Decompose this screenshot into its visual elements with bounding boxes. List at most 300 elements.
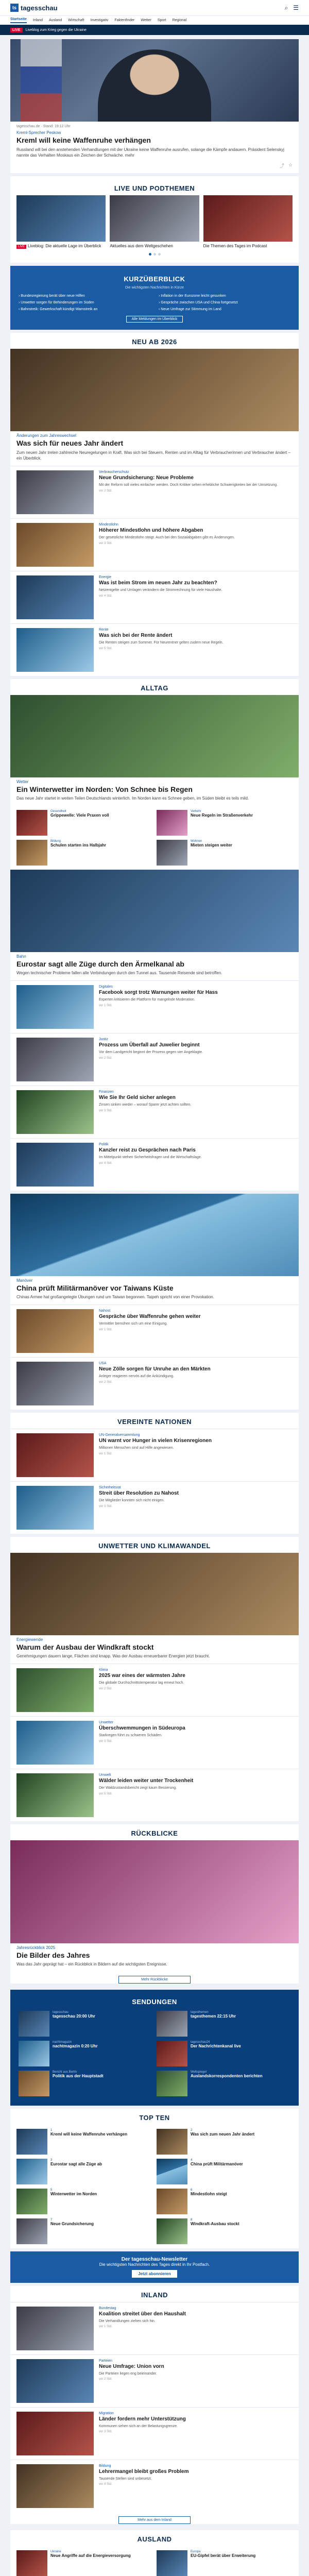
headline: Der Nachrichtenkanal live xyxy=(191,2043,241,2048)
rank: 3 xyxy=(50,2158,53,2162)
hero-image xyxy=(10,39,299,122)
timestamp: vor 2 Std. xyxy=(99,1380,112,1384)
timestamp: vor 1 Std. xyxy=(99,1452,112,1455)
lead-teaser: Chinas Armee hat großangelegte Übungen rund um Taiwan begonnen. Taipeh spricht von einer Provokation. xyxy=(16,1295,214,1300)
menu-icon[interactable]: ☰ xyxy=(293,4,299,11)
rank: 1 xyxy=(50,2128,53,2132)
headline: Grippewelle: Viele Praxen voll xyxy=(50,812,109,818)
grid-item[interactable] xyxy=(157,810,293,836)
carousel-dots[interactable] xyxy=(16,251,293,257)
flag-graphic xyxy=(21,39,62,122)
lead-teaser: Genehmigungen dauern lange, Flächen sind knapp. Was der Ausbau erneuerbarer Energien jetzt braucht. xyxy=(16,1654,210,1659)
thumbnail xyxy=(157,2189,187,2214)
kurz-list xyxy=(19,294,290,312)
teaser-grid xyxy=(19,2009,290,2098)
headline: Koalition streitet über den Haushalt xyxy=(99,2311,186,2317)
list-item[interactable] xyxy=(10,2407,299,2460)
banner-title: Der tagesschau-Newsletter xyxy=(121,2256,188,2262)
thumbnail xyxy=(16,2359,94,2403)
thumbnail xyxy=(16,470,94,514)
headline: Kanzler reist zu Gesprächen nach Paris xyxy=(99,1147,196,1153)
rank: 4 xyxy=(191,2158,193,2162)
lead-headline[interactable]: Ein Winterwetter im Norden: Von Schnee bis Regen xyxy=(16,785,193,793)
thumbnail xyxy=(16,2189,47,2214)
teaser-grid xyxy=(10,806,299,870)
thumbnail xyxy=(19,2041,49,2066)
teaser: Die Renten steigen zum Sommer. Für Neurentner gelten zudem neue Regeln. xyxy=(99,641,224,645)
thumbnail xyxy=(16,1668,94,1712)
teaser: Anleger reagieren nervös auf die Ankündigung. xyxy=(99,1375,174,1379)
live-caption: Die Themen des Tages im Podcast xyxy=(203,244,267,249)
thumbnail xyxy=(157,2129,187,2155)
lead-topline: Bahn xyxy=(16,954,26,959)
climate-section xyxy=(10,1537,299,1821)
teaser: Vor dem Landgericht beginnt der Prozess gegen vier Angeklagte. xyxy=(99,1050,203,1055)
headline: Neue Angriffe auf die Energieversorgung xyxy=(50,2553,131,2558)
topline: Nahost xyxy=(99,1309,111,1313)
headline: Politik aus der Hauptstadt xyxy=(53,2073,104,2078)
thumbnail xyxy=(16,628,94,672)
teaser-grid xyxy=(10,2125,299,2248)
headline: Windkraft-Ausbau stockt xyxy=(191,2221,239,2226)
section-title: UNWETTER UND KLIMAWANDEL xyxy=(98,1541,211,1550)
rank: 6 xyxy=(191,2188,193,2192)
section-title: AUSLAND xyxy=(137,2535,172,2543)
teaser: Vermittler bemühen sich um eine Einigung. xyxy=(99,1322,168,1326)
topline: Parteien xyxy=(99,2359,113,2363)
timestamp: vor 3 Std. xyxy=(99,1109,112,1112)
live-badge: LIVE xyxy=(10,28,23,32)
lead-teaser: Was das Jahr geprägt hat – ein Rückblick in Bildern auf die wichtigsten Ereignisse. xyxy=(16,1962,167,1967)
headline: EU-Gipfel berät über Erweiterung xyxy=(191,2553,256,2558)
headline: Kreml will keine Waffenruhe verhängen xyxy=(50,2131,128,2137)
thumbnail xyxy=(16,1773,94,1817)
live-section xyxy=(10,176,299,263)
topline: Politik xyxy=(99,1142,109,1146)
thumbnail xyxy=(16,575,94,619)
headline: Neue Grundsicherung xyxy=(50,2221,94,2226)
timestamp: vor 5 Std. xyxy=(99,1792,112,1795)
thumbnail xyxy=(16,810,47,836)
teaser: Netzentgelte und Umlagen verändern die Stromrechnung für viele Haushalte. xyxy=(99,588,222,592)
kurz-item[interactable]: › Bundesregierung berät über neue Hilfen xyxy=(19,294,150,298)
thumbnail xyxy=(157,2071,187,2096)
thumbnail xyxy=(16,2307,94,2350)
list-item[interactable] xyxy=(10,1304,299,1357)
grid-item[interactable] xyxy=(16,2218,152,2244)
more-button[interactable]: Mehr Rückblicke xyxy=(118,1976,191,1984)
logo[interactable] xyxy=(10,4,58,12)
section-title: RÜCKBLICKE xyxy=(131,1829,178,1837)
list-item[interactable] xyxy=(10,1033,299,1086)
teaser: Kommunen sehen sich an der Belastungsgrenze. xyxy=(99,2425,178,2429)
topline: Justiz xyxy=(99,1037,108,1041)
thumbnail xyxy=(16,1143,94,1187)
hero-meta: tagesschau.de · Stand: 19:12 Uhr xyxy=(16,125,71,128)
list-item[interactable] xyxy=(10,1481,299,1534)
headline: tagesthemen 22:15 Uhr xyxy=(191,2013,236,2019)
topline: nachtmagazin xyxy=(53,2040,72,2044)
headline: Schulen starten ins Halbjahr xyxy=(50,842,107,848)
lead-teaser: Das neue Jahr startet in weiten Teilen Deutschlands winterlich. Im Norden kann es Schnee geben, im Süden bleibt es teils mild. xyxy=(16,796,249,801)
lead-headline[interactable]: Was sich für neues Jahr ändert xyxy=(16,439,124,448)
grid-item[interactable] xyxy=(16,840,152,866)
list-item[interactable] xyxy=(10,2302,299,2354)
lead-image xyxy=(10,1840,299,1943)
section-title: NEU AB 2026 xyxy=(132,338,177,346)
grid-item[interactable] xyxy=(19,2011,152,2037)
topline: Wohnen xyxy=(191,839,202,843)
lead-headline[interactable]: Eurostar sagt alle Züge durch den Ärmelkanal ab xyxy=(16,959,184,968)
thumbnail xyxy=(16,985,94,1029)
news-ticker[interactable] xyxy=(0,25,309,35)
lead-topline: Energiewende xyxy=(16,1637,43,1642)
headline: Eurostar sagt alle Züge ab xyxy=(50,2161,102,2166)
grid-item[interactable] xyxy=(16,2550,152,2576)
headline: Streit über Resolution zu Nahost xyxy=(99,1490,179,1496)
teaser: Die Mitglieder konnten sich nicht einigen. xyxy=(99,1499,165,1503)
live-row xyxy=(16,195,293,251)
timestamp: vor 1 Std. xyxy=(99,1328,112,1331)
kurzueberblick-section xyxy=(10,266,299,330)
headline: Prozess um Überfall auf Juwelier beginnt xyxy=(99,1042,200,1048)
grid-item[interactable] xyxy=(157,2129,293,2155)
list-item[interactable] xyxy=(10,1357,299,1410)
timestamp: vor 2 Std. xyxy=(99,1687,112,1690)
timestamp: vor 4 Std. xyxy=(99,2483,112,2486)
topline: Bildung xyxy=(50,839,61,843)
grid-item[interactable] xyxy=(157,2218,293,2244)
topline: Sicherheitsrat xyxy=(99,1485,121,1489)
thumbnail xyxy=(19,2011,49,2037)
topline: Bericht aus Berlin xyxy=(53,2070,77,2074)
nav-item[interactable]: Ausland xyxy=(48,19,62,22)
ausland-section xyxy=(10,2530,299,2576)
section-title: ALLTAG xyxy=(141,684,168,692)
thumbnail xyxy=(157,2011,187,2037)
headline: Was ist beim Strom im neuen Jahr zu beachten? xyxy=(99,580,217,586)
lead-image xyxy=(10,695,299,777)
teaser: Mit der Reform soll vieles einfacher werden. Doch Kritiker sehen erhebliche Schwierigkeiten bei der Umsetzung. xyxy=(99,483,278,487)
lead-topline: Jahresrückblick 2025 xyxy=(16,1945,56,1950)
nav-item[interactable]: Sport xyxy=(157,19,166,22)
thumbnail xyxy=(16,2464,94,2508)
topline: Bundestag xyxy=(99,2306,116,2310)
nav-item[interactable]: Wirtschaft xyxy=(68,19,84,22)
kurz-item[interactable]: › Inflation in der Eurozone leicht gesunken xyxy=(159,294,290,298)
headline: Mieten steigen weiter xyxy=(191,842,232,848)
thumbnail xyxy=(16,1038,94,1081)
nav-item[interactable]: Inland xyxy=(32,19,43,22)
topline: tagesschau xyxy=(53,2010,68,2014)
newsletter-banner xyxy=(10,2251,299,2283)
grid-item[interactable] xyxy=(16,2129,152,2155)
topline: Weltspiegel xyxy=(191,2070,207,2074)
lead-image xyxy=(10,870,299,952)
rank: 8 xyxy=(191,2218,193,2222)
hero-article[interactable] xyxy=(10,39,299,173)
thumbnail xyxy=(19,2071,49,2096)
headline: Neue Regeln im Straßenverkehr xyxy=(191,812,253,818)
grid-item[interactable] xyxy=(16,2189,152,2214)
grid-item[interactable] xyxy=(157,2189,293,2214)
teaser: Experten kritisieren die Plattform für mangelnde Moderation. xyxy=(99,998,195,1002)
lead-teaser: Wegen technischer Probleme fallen alle Verbindungen durch den Tunnel aus. Tausende Reisende sind betroffen. xyxy=(16,971,222,976)
teaser: Die Parteien liegen eng beieinander. xyxy=(99,2372,157,2376)
thumbnail xyxy=(16,840,47,866)
grid-item[interactable] xyxy=(157,2550,293,2576)
headline: nachtmagazin 0:20 Uhr xyxy=(53,2043,98,2048)
list-item[interactable] xyxy=(10,623,299,676)
teaser: Die globale Durchschnittstemperatur lag erneut hoch. xyxy=(99,1681,184,1685)
more-button[interactable]: Mehr aus dem Inland xyxy=(118,2516,191,2524)
person-graphic xyxy=(98,49,211,122)
headline: Mindestlohn steigt xyxy=(191,2191,227,2196)
headline: Höherer Mindestlohn und höhere Abgaben xyxy=(99,527,203,533)
header-icons xyxy=(285,4,299,12)
grid-item[interactable] xyxy=(157,840,293,866)
section-title: VEREINTE NATIONEN xyxy=(117,1417,192,1426)
thumbnail xyxy=(16,2412,94,2455)
topline: Finanzen xyxy=(99,1090,114,1094)
teaser: Tausende Stellen sind unbesetzt. xyxy=(99,2477,152,2481)
lead-image xyxy=(10,1194,299,1276)
topline: Verkehr xyxy=(191,809,201,813)
lead-headline[interactable]: Die Bilder des Jahres xyxy=(16,1951,90,1959)
section-title: KURZÜBERBLICK xyxy=(124,275,185,283)
list-item[interactable] xyxy=(10,571,299,623)
rank: 5 xyxy=(50,2188,53,2192)
thumbnail xyxy=(16,1309,94,1353)
lead-topline: Änderungen zum Jahreswechsel xyxy=(16,433,77,438)
headline: Wie Sie Ihr Geld sicher anlegen xyxy=(99,1094,176,1100)
nav-item[interactable]: Regional xyxy=(172,19,187,22)
headline: Gespräche über Waffenruhe gehen weiter xyxy=(99,1313,201,1319)
list-item[interactable] xyxy=(10,1769,299,1821)
thumbnail xyxy=(16,2218,47,2244)
topline: Bildung xyxy=(99,2464,111,2468)
lead-image xyxy=(10,1553,299,1635)
topline: USA xyxy=(99,1361,107,1365)
lead-topline: Wetter xyxy=(16,779,29,784)
teaser: Starkregen führt zu schweren Schäden. xyxy=(99,1734,162,1738)
teaser: Der gesetzliche Mindestlohn steigt. Auch bei den Sozialabgaben gibt es Änderungen. xyxy=(99,536,235,540)
main-nav xyxy=(0,15,309,25)
section-title: SENDUNGEN xyxy=(132,1997,177,2006)
main-content xyxy=(10,35,299,2576)
thumbnail xyxy=(157,2159,187,2184)
teaser: Zinsen sinken wieder – worauf Sparer jetzt achten sollten. xyxy=(99,1103,192,1107)
inland-section xyxy=(10,2286,299,2524)
share-icon[interactable]: ⤴ xyxy=(279,163,284,169)
live-tag: LIVE xyxy=(16,245,26,249)
thumbnail xyxy=(16,1090,94,1134)
thumbnail xyxy=(157,2218,187,2244)
list-item[interactable] xyxy=(10,1086,299,1138)
headline: Auslandskorrespondenten berichten xyxy=(191,2073,263,2078)
grid-item[interactable] xyxy=(19,2071,152,2096)
thumbnail xyxy=(16,1721,94,1765)
timestamp: vor 4 Std. xyxy=(99,594,112,598)
list-item[interactable] xyxy=(10,1429,299,1481)
live-caption: Aktuelles aus dem Weltgeschehen xyxy=(110,244,173,249)
headline: Länder fordern mehr Unterstützung xyxy=(99,2416,186,2422)
headline: Winterwetter im Norden xyxy=(50,2191,97,2196)
teaser-grid xyxy=(10,2546,299,2576)
nav-item[interactable]: Startseite xyxy=(10,18,27,23)
hero-teaser: Russland will bei den anstehenden Verhandlungen mit der Ukraine keine Waffenruhe ausrufen, solange die Kämpfe andauern. Präsident Selenskyj nannte das Verhalten Moskaus ein Zeichen der Schwäche. mehr xyxy=(16,147,284,158)
topline: tagesschau24 xyxy=(191,2040,210,2044)
site-header xyxy=(0,0,309,15)
thumbnail xyxy=(16,2550,47,2576)
topline: Klima xyxy=(99,1668,108,1672)
live-thumbnail xyxy=(110,195,199,242)
grid-item[interactable] xyxy=(157,2041,290,2066)
grid-item[interactable] xyxy=(157,2011,290,2037)
timestamp: vor 2 Std. xyxy=(99,2378,112,2381)
headline: China prüft Militärmanöver xyxy=(191,2161,243,2166)
list-item[interactable] xyxy=(10,466,299,518)
timestamp: vor 5 Std. xyxy=(99,647,112,650)
list-item[interactable] xyxy=(10,1716,299,1769)
teaser: Der Waldzustandsbericht zeigt kaum Besserung. xyxy=(99,1786,177,1790)
hero-topline: Kreml-Sprecher Peskow xyxy=(16,130,61,135)
kurz-item[interactable]: › Neue Umfrage zur Stimmung im Land xyxy=(159,307,290,312)
alltag-section xyxy=(10,679,299,1191)
world-section xyxy=(10,1194,299,1410)
section-title: INLAND xyxy=(141,2291,168,2299)
nav-item[interactable]: Wetter xyxy=(141,19,151,22)
headline: Überschwemmungen in Südeuropa xyxy=(99,1725,185,1731)
topline: tagesthemen xyxy=(191,2010,209,2014)
headline: Was sich zum neuen Jahr ändert xyxy=(191,2131,255,2137)
headline: Neue Zölle sorgen für Unruhe an den Märkten xyxy=(99,1366,211,1372)
thumbnail xyxy=(157,810,187,836)
more-button[interactable]: Alle Meldungen im Überblick xyxy=(126,316,183,323)
topline: Europa xyxy=(191,2550,201,2553)
rueckblicke-section xyxy=(10,1824,299,1984)
nav-item[interactable]: Faktenfinder xyxy=(114,19,135,22)
section-title: TOP TEN xyxy=(139,2113,170,2122)
live-caption: Liveblog: Die aktuelle Lage im Überblick xyxy=(28,244,101,249)
topline: Verbraucherschutz xyxy=(99,470,129,474)
list-item[interactable] xyxy=(10,2354,299,2407)
thumbnail xyxy=(16,523,94,567)
thumbnail xyxy=(157,2550,187,2576)
live-item[interactable] xyxy=(110,195,199,251)
list-item[interactable] xyxy=(10,1138,299,1191)
timestamp: vor 3 Std. xyxy=(99,1504,112,1508)
timestamp: vor 3 Std. xyxy=(99,1739,112,1743)
neu-section xyxy=(10,333,299,675)
list-item[interactable] xyxy=(10,1664,299,1716)
search-icon[interactable]: ⌕ xyxy=(284,4,288,11)
headline: UN warnt vor Hunger in vielen Krisenregionen xyxy=(99,1437,212,1444)
banner-text: Die wichtigsten Nachrichten des Tages direkt in Ihr Postfach. xyxy=(99,2262,210,2267)
timestamp: vor 3 Std. xyxy=(99,541,112,545)
bookmark-icon[interactable]: ☆ xyxy=(288,162,293,168)
grid-item[interactable] xyxy=(157,2071,290,2096)
topline: Digitales xyxy=(99,985,113,989)
thumbnail xyxy=(16,2159,47,2184)
topline: Migration xyxy=(99,2411,114,2415)
kurz-item[interactable]: › Gespräche zwischen USA und China fortgesetzt xyxy=(159,300,290,305)
rank: 2 xyxy=(191,2128,193,2132)
topline: Mindestlohn xyxy=(99,522,118,527)
topline: UN-Generalversammlung xyxy=(99,1433,140,1437)
headline: Wälder leiden weiter unter Trockenheit xyxy=(99,1777,194,1784)
thumbnail xyxy=(16,1362,94,1405)
headline: Was sich bei der Rente ändert xyxy=(99,632,173,638)
rank: 7 xyxy=(50,2218,53,2222)
logo-text: tagesschau xyxy=(21,4,58,12)
nav-item[interactable]: Investigativ xyxy=(90,19,109,22)
topten-section xyxy=(10,2109,299,2248)
live-thumbnail xyxy=(16,195,106,242)
topline: Unwetter xyxy=(99,1720,114,1724)
sendungen-section xyxy=(10,1990,299,2106)
grid-item[interactable] xyxy=(157,2159,293,2184)
kurz-item[interactable]: › Bahnstreik: Gewerkschaft kündigt Warnstreik an xyxy=(19,307,150,312)
headline: Lehrermangel bleibt großes Problem xyxy=(99,2468,189,2475)
lead-headline[interactable]: China prüft Militärmanöver vor Taiwans Küste xyxy=(16,1283,174,1292)
article-actions xyxy=(10,162,299,173)
kurz-item[interactable]: › Unwetter sorgen für Behinderungen im Süden xyxy=(19,300,150,305)
list-item[interactable] xyxy=(10,2460,299,2512)
hero-headline[interactable]: Kreml will keine Waffenruhe verhängen xyxy=(16,136,151,144)
live-item[interactable] xyxy=(203,195,293,251)
grid-item[interactable] xyxy=(19,2041,152,2066)
headline: 2025 war eines der wärmsten Jahre xyxy=(99,1672,185,1679)
topline: Energie xyxy=(99,575,112,579)
subscribe-button[interactable]: Jetzt abonnieren xyxy=(132,2270,177,2278)
list-item[interactable] xyxy=(10,518,299,571)
live-item[interactable] xyxy=(16,195,106,251)
timestamp: vor 4 Std. xyxy=(99,1161,112,1165)
thumbnail xyxy=(16,2129,47,2155)
grid-item[interactable] xyxy=(16,2159,152,2184)
section-title: LIVE UND PODTHEMEN xyxy=(114,184,195,193)
teaser: Millionen Menschen sind auf Hilfe angewiesen. xyxy=(99,1446,174,1450)
timestamp: vor 1 Std. xyxy=(99,2325,112,2329)
headline: Neue Grundsicherung: Neue Probleme xyxy=(99,474,194,481)
un-section xyxy=(10,1413,299,1534)
topline: Rente xyxy=(99,628,109,632)
section-subtitle: Die wichtigsten Nachrichten in Kürze xyxy=(125,286,184,290)
headline: tagesschau 20:00 Uhr xyxy=(53,2013,95,2019)
lead-teaser: Zum neuen Jahr treten zahlreiche Neuregelungen in Kraft. Was sich bei Steuern, Renten und im Alltag für Verbraucherinnen und Verbraucher ändert – ein Überblick. xyxy=(16,450,291,461)
lead-image xyxy=(10,349,299,431)
thumbnail xyxy=(16,1433,94,1477)
thumbnail xyxy=(16,1486,94,1530)
grid-item[interactable] xyxy=(16,810,152,836)
lead-headline[interactable]: Warum der Ausbau der Windkraft stockt xyxy=(16,1642,154,1651)
live-thumbnail xyxy=(203,195,293,242)
timestamp: vor 1 Std. xyxy=(99,1004,112,1007)
list-item[interactable] xyxy=(10,980,299,1033)
timestamp: vor 2 Std. xyxy=(99,1056,112,1060)
teaser: Im Mittelpunkt stehen Sicherheitsfragen und die Wirtschaftslage. xyxy=(99,1156,202,1160)
headline: Facebook sorgt trotz Warnungen weiter für Hass xyxy=(99,989,218,995)
thumbnail xyxy=(157,840,187,866)
topline: Umwelt xyxy=(99,1773,111,1777)
topline: Gesundheit xyxy=(50,809,66,813)
timestamp: vor 3 Std. xyxy=(99,2430,112,2434)
topline: Ukraine xyxy=(50,2550,61,2553)
headline: Neue Umfrage: Union vorn xyxy=(99,2363,164,2369)
thumbnail xyxy=(157,2041,187,2066)
ticker-text: Liveblog zum Krieg gegen die Ukraine xyxy=(25,28,87,32)
